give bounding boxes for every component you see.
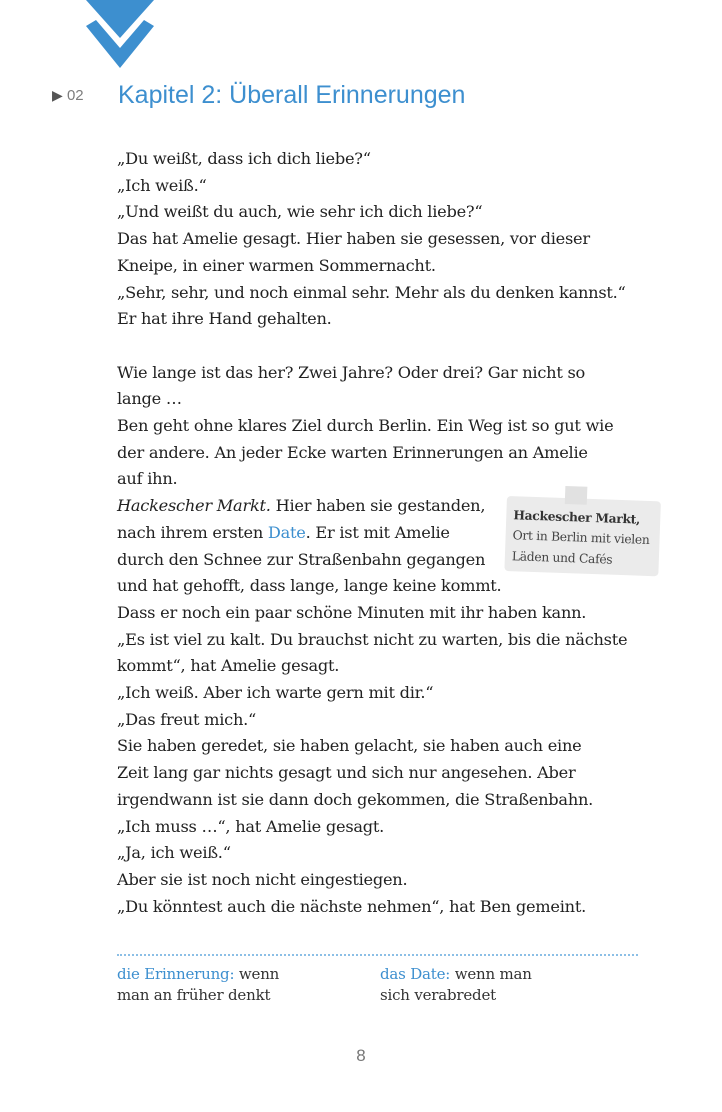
story-line: und hat gehofft, dass lange, lange keine kommt. xyxy=(117,576,502,596)
story-line: der andere. An jeder Ecke warten Erinnerungen an Amelie xyxy=(117,442,588,462)
play-icon: ▶ xyxy=(52,87,63,103)
story-text-fragment: . Er ist mit Amelie xyxy=(305,522,450,542)
glossary-term: die Erinnerung: xyxy=(117,965,235,983)
note-definition-line: Ort in Berlin mit vielen xyxy=(512,528,650,547)
chapter-chevron-icon xyxy=(86,0,154,72)
story-line: „Sehr, sehr, und noch einmal sehr. Mehr als du denken kannst.“ xyxy=(117,282,626,302)
story-line: „Ich weiß. Aber ich warte gern mit dir.“ xyxy=(117,683,434,703)
story-line: Kneipe, in einer warmen Sommernacht. xyxy=(117,255,436,275)
paragraph-gap xyxy=(117,333,657,360)
note-tab xyxy=(565,486,588,505)
story-text-fragment: nach ihrem ersten xyxy=(117,522,264,542)
story-line: lange … xyxy=(117,389,182,409)
glossary-definition: sich verabredet xyxy=(380,986,496,1004)
glossary-definition: wenn xyxy=(238,965,280,983)
audio-track-button[interactable] xyxy=(52,87,96,104)
story-line: „Das freut mich.“ xyxy=(117,709,257,729)
story-line: „Du weißt, dass ich dich liebe?“ xyxy=(117,149,371,168)
glossary-definition: man an früher denkt xyxy=(117,986,271,1004)
story-line: Er hat ihre Hand gehalten. xyxy=(117,309,332,329)
story-line: „Ich muss …“, hat Amelie gesagt. xyxy=(117,816,385,836)
glossary-link-date[interactable]: Date xyxy=(267,522,306,542)
story-line: Ben geht ohne klares Ziel durch Berlin. Ein Weg ist so gut wie xyxy=(117,416,614,436)
story-line: Wie lange ist das her? Zwei Jahre? Oder drei? Gar nicht so xyxy=(117,362,586,382)
glossary-term: das Date: xyxy=(380,965,451,983)
glossary-divider xyxy=(117,954,638,956)
story-line: „Ich weiß.“ xyxy=(117,175,207,195)
place-name: Hackescher Markt. xyxy=(117,496,271,516)
story-text-fragment: Hier haben sie gestanden, xyxy=(275,496,486,516)
glossary-definition: wenn man xyxy=(454,965,532,983)
margin-note xyxy=(504,496,661,576)
glossary-entry xyxy=(380,964,532,1006)
story-line: auf ihn. xyxy=(117,469,178,489)
chapter-header xyxy=(52,78,692,118)
story-line: Aber sie ist noch nicht eingestiegen. xyxy=(117,869,408,889)
story-line: irgendwann ist sie dann doch gekommen, die Straßenbahn. xyxy=(117,789,594,809)
note-term: Hackescher Markt, xyxy=(513,507,641,527)
page-number: 8 xyxy=(356,1046,366,1065)
story-line: „Und weißt du auch, wie sehr ich dich liebe?“ xyxy=(117,202,483,222)
story-line: durch den Schnee zur Straßenbahn gegangen xyxy=(117,549,486,569)
story-line: Das hat Amelie gesagt. Hier haben sie gesessen, vor dieser xyxy=(117,229,590,249)
story-line: „Es ist viel zu kalt. Du brauchst nicht zu warten, bis die nächste xyxy=(117,629,628,649)
chapter-title: Kapitel 2: Überall Erinnerungen xyxy=(118,81,466,109)
note-definition-line: Läden und Cafés xyxy=(511,549,613,567)
glossary-entry xyxy=(117,964,279,1006)
story-line: „Du könntest auch die nächste nehmen“, hat Ben gemeint. xyxy=(117,896,586,916)
story-line: kommt“, hat Amelie gesagt. xyxy=(117,656,340,676)
track-number: 02 xyxy=(66,87,84,104)
story-line: Sie haben geredet, sie haben gelacht, sie haben auch eine xyxy=(117,736,582,756)
story-line: „Ja, ich weiß.“ xyxy=(117,843,231,863)
story-line: Zeit lang gar nichts gesagt und sich nur angesehen. Aber xyxy=(117,763,576,783)
story-line: Dass er noch ein paar schöne Minuten mit ihr haben kann. xyxy=(117,602,587,622)
